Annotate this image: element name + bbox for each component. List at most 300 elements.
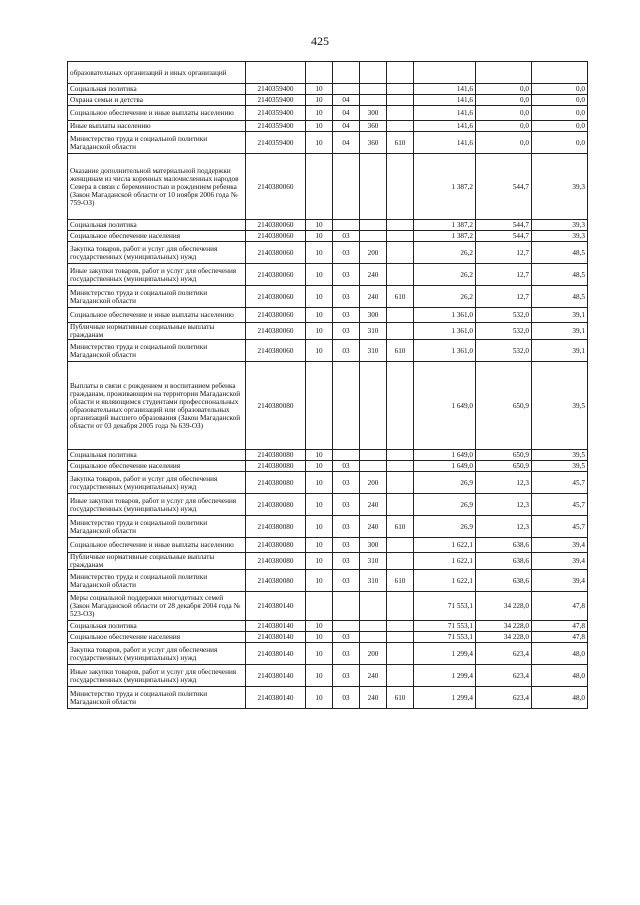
cell-sub: 03 [333, 472, 360, 494]
cell-pct: 0,0 [532, 106, 588, 121]
cell-type: 360 [360, 132, 387, 154]
cell-dept [387, 62, 414, 84]
cell-sec: 10 [306, 106, 333, 121]
cell-dept: 610 [387, 570, 414, 592]
cell-plan: 141,6 [414, 95, 476, 106]
cell-type [360, 632, 387, 643]
cell-dept [387, 632, 414, 643]
cell-sec: 10 [306, 472, 333, 494]
cell-sec: 10 [306, 308, 333, 323]
table-row [68, 220, 588, 231]
cell-sec: 10 [306, 286, 333, 308]
cell-sub: 04 [333, 106, 360, 121]
cell-exec: 12,7 [476, 242, 532, 264]
cell-code: 2140380060 [246, 220, 306, 231]
cell-pct: 39,5 [532, 461, 588, 472]
cell-pct: 47,8 [532, 592, 588, 621]
cell-type [360, 154, 387, 220]
cell-plan: 1 649,0 [414, 362, 476, 450]
cell-exec: 12,7 [476, 286, 532, 308]
cell-sub: 03 [333, 632, 360, 643]
cell-code: 2140380080 [246, 461, 306, 472]
cell-pct: 39,4 [532, 553, 588, 570]
cell-code: 2140380060 [246, 308, 306, 323]
cell-exec: 34 228,0 [476, 632, 532, 643]
cell-name: Министерство труда и социальной политики Магаданской области [68, 570, 246, 592]
table-row [68, 95, 588, 106]
cell-sub [333, 84, 360, 95]
cell-name: Выплаты в связи с рождением и воспитанием ребенка гражданам, проживающим на территории Магаданской области и являющимся студентами профессиональных образовательных организаций или образовательных организаций высшего образования (Закон Магаданской области от 03 декабря 2005 года № 639-ОЗ) [68, 362, 246, 450]
cell-name: Социальная политика [68, 84, 246, 95]
cell-name: Министерство труда и социальной политики Магаданской области [68, 340, 246, 362]
cell-code: 2140380060 [246, 323, 306, 340]
cell-pct: 48,5 [532, 242, 588, 264]
cell-sec [306, 592, 333, 621]
cell-exec: 12,3 [476, 494, 532, 516]
cell-sec: 10 [306, 84, 333, 95]
cell-type: 310 [360, 553, 387, 570]
cell-name: Социальное обеспечение и иные выплаты населению [68, 308, 246, 323]
table-row [68, 450, 588, 461]
cell-name: Социальное обеспечение и иные выплаты населению [68, 106, 246, 121]
cell-type [360, 231, 387, 242]
cell-exec: 0,0 [476, 106, 532, 121]
cell-exec: 650,9 [476, 461, 532, 472]
cell-plan: 26,9 [414, 472, 476, 494]
cell-type: 240 [360, 494, 387, 516]
table-row [68, 632, 588, 643]
cell-sub: 04 [333, 132, 360, 154]
cell-plan: 1 361,0 [414, 340, 476, 362]
cell-sec: 10 [306, 323, 333, 340]
cell-name: Публичные нормативные социальные выплаты гражданам [68, 553, 246, 570]
cell-exec: 650,9 [476, 362, 532, 450]
cell-type: 300 [360, 538, 387, 553]
cell-sub: 03 [333, 340, 360, 362]
cell-code: 2140380140 [246, 643, 306, 665]
cell-sub: 03 [333, 461, 360, 472]
cell-exec: 34 228,0 [476, 592, 532, 621]
cell-name: Охрана семьи и детства [68, 95, 246, 106]
cell-type [360, 450, 387, 461]
cell-sec: 10 [306, 494, 333, 516]
cell-code: 2140380080 [246, 570, 306, 592]
table-row [68, 472, 588, 494]
cell-plan: 26,2 [414, 264, 476, 286]
cell-dept: 610 [387, 132, 414, 154]
cell-pct: 0,0 [532, 132, 588, 154]
cell-code: 2140359400 [246, 121, 306, 132]
cell-name: Социальная политика [68, 220, 246, 231]
cell-dept [387, 106, 414, 121]
cell-code: 2140380060 [246, 242, 306, 264]
cell-sec: 10 [306, 687, 333, 709]
cell-exec: 623,4 [476, 687, 532, 709]
cell-plan: 26,2 [414, 286, 476, 308]
table-row [68, 62, 588, 84]
table-row [68, 665, 588, 687]
table-row [68, 264, 588, 286]
cell-sec: 10 [306, 340, 333, 362]
cell-plan: 1 622,1 [414, 553, 476, 570]
budget-table [67, 61, 588, 709]
cell-exec: 638,6 [476, 570, 532, 592]
cell-plan: 1 649,0 [414, 461, 476, 472]
cell-name: Закупка товаров, работ и услуг для обеспечения государственных (муниципальных) нужд [68, 472, 246, 494]
cell-dept [387, 264, 414, 286]
cell-sec: 10 [306, 643, 333, 665]
table-row [68, 516, 588, 538]
cell-pct: 47,8 [532, 621, 588, 632]
cell-type [360, 362, 387, 450]
cell-type [360, 95, 387, 106]
table-row [68, 231, 588, 242]
table-row [68, 132, 588, 154]
table-row [68, 687, 588, 709]
cell-dept [387, 621, 414, 632]
cell-type [360, 220, 387, 231]
cell-pct: 39,5 [532, 450, 588, 461]
cell-plan: 1 649,0 [414, 450, 476, 461]
cell-code: 2140380080 [246, 450, 306, 461]
cell-type: 240 [360, 286, 387, 308]
cell-name: Иные выплаты населению [68, 121, 246, 132]
cell-code: 2140380060 [246, 264, 306, 286]
cell-exec: 532,0 [476, 323, 532, 340]
cell-plan: 71 553,1 [414, 632, 476, 643]
table-row [68, 286, 588, 308]
cell-type [360, 84, 387, 95]
cell-sub: 03 [333, 516, 360, 538]
cell-name: Иные закупки товаров, работ и услуг для обеспечения государственных (муниципальных) нужд [68, 264, 246, 286]
cell-exec [476, 62, 532, 84]
cell-pct: 39,1 [532, 323, 588, 340]
cell-type: 310 [360, 570, 387, 592]
cell-code: 2140380140 [246, 632, 306, 643]
cell-sec: 10 [306, 461, 333, 472]
cell-code: 2140380140 [246, 621, 306, 632]
cell-name: Министерство труда и социальной политики Магаданской области [68, 286, 246, 308]
cell-name: Социальное обеспечение населения [68, 632, 246, 643]
cell-dept: 610 [387, 687, 414, 709]
cell-code: 2140380080 [246, 516, 306, 538]
cell-sub: 03 [333, 323, 360, 340]
cell-sec: 10 [306, 231, 333, 242]
table-row [68, 308, 588, 323]
cell-pct: 39,4 [532, 570, 588, 592]
cell-dept [387, 450, 414, 461]
cell-type: 200 [360, 242, 387, 264]
cell-sub: 04 [333, 95, 360, 106]
cell-dept [387, 154, 414, 220]
cell-dept: 610 [387, 516, 414, 538]
cell-sub [333, 154, 360, 220]
cell-pct: 45,7 [532, 516, 588, 538]
cell-sec: 10 [306, 632, 333, 643]
cell-plan: 26,9 [414, 494, 476, 516]
cell-pct [532, 62, 588, 84]
cell-type: 200 [360, 643, 387, 665]
cell-exec: 638,6 [476, 553, 532, 570]
cell-name: образовательных организаций и иных организаций [68, 62, 246, 84]
cell-type: 310 [360, 340, 387, 362]
cell-pct: 39,3 [532, 154, 588, 220]
cell-sub [333, 621, 360, 632]
cell-plan: 1 299,4 [414, 687, 476, 709]
cell-type: 300 [360, 308, 387, 323]
cell-name: Социальное обеспечение и иные выплаты населению [68, 538, 246, 553]
cell-name: Социальное обеспечение населения [68, 231, 246, 242]
cell-plan: 141,6 [414, 84, 476, 95]
cell-type [360, 621, 387, 632]
cell-pct: 45,7 [532, 494, 588, 516]
cell-sub: 03 [333, 665, 360, 687]
cell-dept [387, 592, 414, 621]
table-row [68, 570, 588, 592]
cell-plan: 1 299,4 [414, 643, 476, 665]
cell-exec: 650,9 [476, 450, 532, 461]
cell-plan: 1 361,0 [414, 308, 476, 323]
cell-pct: 39,1 [532, 308, 588, 323]
cell-exec: 544,7 [476, 154, 532, 220]
cell-exec: 0,0 [476, 132, 532, 154]
cell-name: Публичные нормативные социальные выплаты гражданам [68, 323, 246, 340]
cell-sub [333, 62, 360, 84]
table-row [68, 242, 588, 264]
cell-dept [387, 643, 414, 665]
cell-exec: 34 228,0 [476, 621, 532, 632]
cell-sec [306, 362, 333, 450]
cell-sec: 10 [306, 95, 333, 106]
cell-sub: 04 [333, 121, 360, 132]
cell-name: Социальное обеспечение населения [68, 461, 246, 472]
cell-type: 300 [360, 106, 387, 121]
cell-exec: 12,7 [476, 264, 532, 286]
cell-code: 2140380140 [246, 665, 306, 687]
table-row [68, 154, 588, 220]
cell-exec: 0,0 [476, 121, 532, 132]
cell-dept [387, 95, 414, 106]
cell-sub [333, 450, 360, 461]
cell-pct: 47,8 [532, 632, 588, 643]
cell-plan: 141,6 [414, 121, 476, 132]
cell-sub: 03 [333, 643, 360, 665]
table-body [68, 62, 588, 709]
cell-plan: 26,2 [414, 242, 476, 264]
cell-pct: 0,0 [532, 121, 588, 132]
cell-type [360, 62, 387, 84]
cell-pct: 39,3 [532, 220, 588, 231]
cell-code: 2140380060 [246, 340, 306, 362]
cell-sec: 10 [306, 450, 333, 461]
cell-sub: 03 [333, 494, 360, 516]
cell-sec: 10 [306, 121, 333, 132]
cell-dept [387, 84, 414, 95]
cell-dept [387, 220, 414, 231]
cell-code: 2140359400 [246, 95, 306, 106]
table-row [68, 538, 588, 553]
cell-type: 200 [360, 472, 387, 494]
cell-pct: 45,7 [532, 472, 588, 494]
cell-sub [333, 592, 360, 621]
cell-dept [387, 553, 414, 570]
cell-dept [387, 308, 414, 323]
cell-name: Социальная политика [68, 450, 246, 461]
cell-sec: 10 [306, 220, 333, 231]
cell-code: 2140380080 [246, 494, 306, 516]
table-row [68, 494, 588, 516]
cell-plan [414, 62, 476, 84]
cell-plan: 1 622,1 [414, 570, 476, 592]
cell-dept [387, 242, 414, 264]
cell-dept [387, 472, 414, 494]
cell-pct: 48,5 [532, 286, 588, 308]
cell-pct: 0,0 [532, 95, 588, 106]
cell-sec: 10 [306, 516, 333, 538]
cell-pct: 0,0 [532, 84, 588, 95]
cell-exec: 12,3 [476, 472, 532, 494]
cell-sec: 10 [306, 621, 333, 632]
cell-exec: 12,3 [476, 516, 532, 538]
cell-name: Социальная политика [68, 621, 246, 632]
cell-plan: 1 299,4 [414, 665, 476, 687]
table-row [68, 323, 588, 340]
cell-dept [387, 461, 414, 472]
table-row [68, 553, 588, 570]
cell-plan: 71 553,1 [414, 621, 476, 632]
cell-dept: 610 [387, 340, 414, 362]
cell-code: 2140359400 [246, 84, 306, 95]
cell-plan: 26,9 [414, 516, 476, 538]
cell-name: Меры социальной поддержки многодетных семей (Закон Магаданской области от 28 декабря 2004 года № 523-ОЗ) [68, 592, 246, 621]
cell-name: Закупка товаров, работ и услуг для обеспечения государственных (муниципальных) нужд [68, 643, 246, 665]
cell-dept [387, 121, 414, 132]
cell-exec: 623,4 [476, 643, 532, 665]
cell-plan: 141,6 [414, 132, 476, 154]
table-row [68, 106, 588, 121]
cell-sub: 03 [333, 570, 360, 592]
cell-name: Министерство труда и социальной политики Магаданской области [68, 516, 246, 538]
cell-dept [387, 231, 414, 242]
cell-sec: 10 [306, 570, 333, 592]
cell-pct: 48,5 [532, 264, 588, 286]
cell-sub: 03 [333, 242, 360, 264]
table-row [68, 461, 588, 472]
cell-exec: 0,0 [476, 84, 532, 95]
cell-name: Иные закупки товаров, работ и услуг для обеспечения государственных (муниципальных) нужд [68, 665, 246, 687]
cell-dept [387, 323, 414, 340]
cell-sec: 10 [306, 538, 333, 553]
cell-code: 2140380060 [246, 286, 306, 308]
cell-pct: 39,5 [532, 362, 588, 450]
cell-sub: 03 [333, 264, 360, 286]
cell-type: 240 [360, 665, 387, 687]
cell-sec: 10 [306, 553, 333, 570]
cell-code: 2140380060 [246, 154, 306, 220]
cell-type: 240 [360, 687, 387, 709]
cell-type: 360 [360, 121, 387, 132]
cell-sec [306, 62, 333, 84]
cell-pct: 39,4 [532, 538, 588, 553]
cell-plan: 1 387,2 [414, 154, 476, 220]
cell-name: Министерство труда и социальной политики Магаданской области [68, 132, 246, 154]
cell-pct: 48,0 [532, 665, 588, 687]
cell-pct: 39,1 [532, 340, 588, 362]
table-row [68, 643, 588, 665]
cell-sec: 10 [306, 665, 333, 687]
cell-plan: 1 361,0 [414, 323, 476, 340]
cell-exec: 638,6 [476, 538, 532, 553]
cell-sec [306, 154, 333, 220]
cell-sub: 03 [333, 687, 360, 709]
cell-type [360, 592, 387, 621]
cell-exec: 532,0 [476, 308, 532, 323]
cell-code: 2140380140 [246, 687, 306, 709]
table-row [68, 362, 588, 450]
cell-type: 240 [360, 264, 387, 286]
table-row [68, 84, 588, 95]
cell-exec: 544,7 [476, 231, 532, 242]
cell-sub [333, 220, 360, 231]
cell-sub: 03 [333, 538, 360, 553]
cell-code: 2140359400 [246, 132, 306, 154]
cell-code: 2140380140 [246, 592, 306, 621]
cell-sec: 10 [306, 242, 333, 264]
cell-sub: 03 [333, 286, 360, 308]
cell-dept: 610 [387, 286, 414, 308]
cell-sub: 03 [333, 231, 360, 242]
cell-pct: 48,0 [532, 687, 588, 709]
cell-type [360, 461, 387, 472]
table-row [68, 121, 588, 132]
cell-exec: 0,0 [476, 95, 532, 106]
page-number: 425 [311, 34, 329, 48]
cell-name: Закупка товаров, работ и услуг для обеспечения государственных (муниципальных) нужд [68, 242, 246, 264]
cell-dept [387, 494, 414, 516]
cell-plan: 1 387,2 [414, 231, 476, 242]
cell-sub [333, 362, 360, 450]
table-row [68, 592, 588, 621]
cell-sub: 03 [333, 308, 360, 323]
cell-sec: 10 [306, 132, 333, 154]
cell-pct: 48,0 [532, 643, 588, 665]
cell-sub: 03 [333, 553, 360, 570]
cell-plan: 141,6 [414, 106, 476, 121]
cell-exec: 623,4 [476, 665, 532, 687]
cell-name: Оказание дополнительной материальной поддержки женщинам из числа коренных малочисленных народов Севера в связи с беременностью и рождением ребенка (Закон Магаданской области от 10 ноября 2006 года № 759-ОЗ) [68, 154, 246, 220]
cell-name: Министерство труда и социальной политики Магаданской области [68, 687, 246, 709]
cell-dept [387, 538, 414, 553]
cell-code [246, 62, 306, 84]
cell-code: 2140380080 [246, 362, 306, 450]
cell-plan: 71 553,1 [414, 592, 476, 621]
cell-dept [387, 362, 414, 450]
cell-pct: 39,3 [532, 231, 588, 242]
cell-dept [387, 665, 414, 687]
cell-sec: 10 [306, 264, 333, 286]
cell-code: 2140380080 [246, 538, 306, 553]
cell-plan: 1 622,1 [414, 538, 476, 553]
cell-type: 310 [360, 323, 387, 340]
cell-exec: 532,0 [476, 340, 532, 362]
cell-code: 2140380080 [246, 472, 306, 494]
cell-code: 2140380060 [246, 231, 306, 242]
cell-code: 2140380080 [246, 553, 306, 570]
table-row [68, 340, 588, 362]
cell-code: 2140359400 [246, 106, 306, 121]
cell-plan: 1 387,2 [414, 220, 476, 231]
table-row [68, 621, 588, 632]
